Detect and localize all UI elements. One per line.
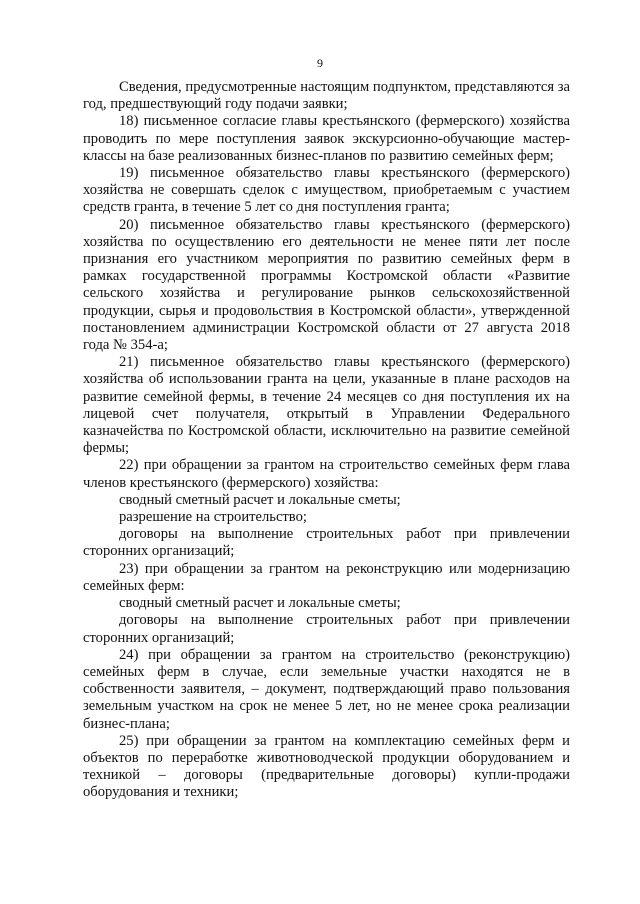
- paragraph-19: 19) письменное обязательство главы крестьянского (фермерского) хозяйства не совершать сделок с имуществом, приобретаемым с участием средств гранта, в течение 5 лет со дня поступления гранта;: [83, 165, 570, 216]
- paragraph-23-item-contracts: договоры на выполнение строительных работ при привлечении сторонних организаций;: [83, 612, 570, 646]
- document-body: [83, 79, 570, 802]
- paragraph-intro: Сведения, предусмотренные настоящим подпунктом, представляются за год, предшествующий году подачи заявки;: [83, 79, 570, 113]
- paragraph-24: 24) при обращении за грантом на строительство (реконструкцию) семейных ферм в случае, если земельные участки находятся не в собственности заявителя, – документ, подтверждающий право пользования земельным участком на срок не менее 5 лет, но не менее срока реализации бизнес-плана;: [83, 646, 570, 732]
- paragraph-23: 23) при обращении за грантом на реконструкцию или модернизацию семейных ферм:: [83, 560, 570, 594]
- paragraph-18: 18) письменное согласие главы крестьянского (фермерского) хозяйства проводить по мере поступления заявок экскурсионно-обучающие мастер-классы на базе реализованных бизнес-планов по развитию семейных ферм;: [83, 113, 570, 164]
- paragraph-21: 21) письменное обязательство главы крестьянского (фермерского) хозяйства об использовании гранта на цели, указанные в плане расходов на развитие семейной фермы, в течение 24 месяцев со дня поступления их на лицевой счет получателя, открытый в Управлении Федерального казначейства по Костромской области, исключительно на развитие семейной фермы;: [83, 354, 570, 457]
- paragraph-22: 22) при обращении за грантом на строительство семейных ферм глава членов крестьянского (фермерского) хозяйства:: [83, 457, 570, 491]
- paragraph-22-item-permit: разрешение на строительство;: [119, 509, 307, 526]
- paragraph-25: 25) при обращении за грантом на комплектацию семейных ферм и объектов по переработке животноводческой продукции оборудованием и техникой – договоры (предварительные договоры) купли-продажи оборудования и техники;: [83, 732, 570, 801]
- paragraph-22-item-estimates: сводный сметный расчет и локальные сметы;: [119, 491, 401, 508]
- paragraph-22-item-contracts: договоры на выполнение строительных работ при привлечении сторонних организаций;: [83, 526, 570, 560]
- paragraph-23-item-estimates: сводный сметный расчет и локальные сметы;: [119, 595, 401, 612]
- paragraph-20: 20) письменное обязательство главы крестьянского (фермерского) хозяйства по осуществлению его деятельности не менее пяти лет после признания его участником мероприятия по развитию семейных ферм в рамках государственной программы Костромской области «Развитие сельского хозяйства и регулирование рынков сельскохозяйственной продукции, сырья и продовольствия в Костромской области», утвержденной постановлением администрации Костромской области от 27 августа 2018 года № 354-а;: [83, 216, 570, 354]
- page-number: 9: [317, 56, 323, 70]
